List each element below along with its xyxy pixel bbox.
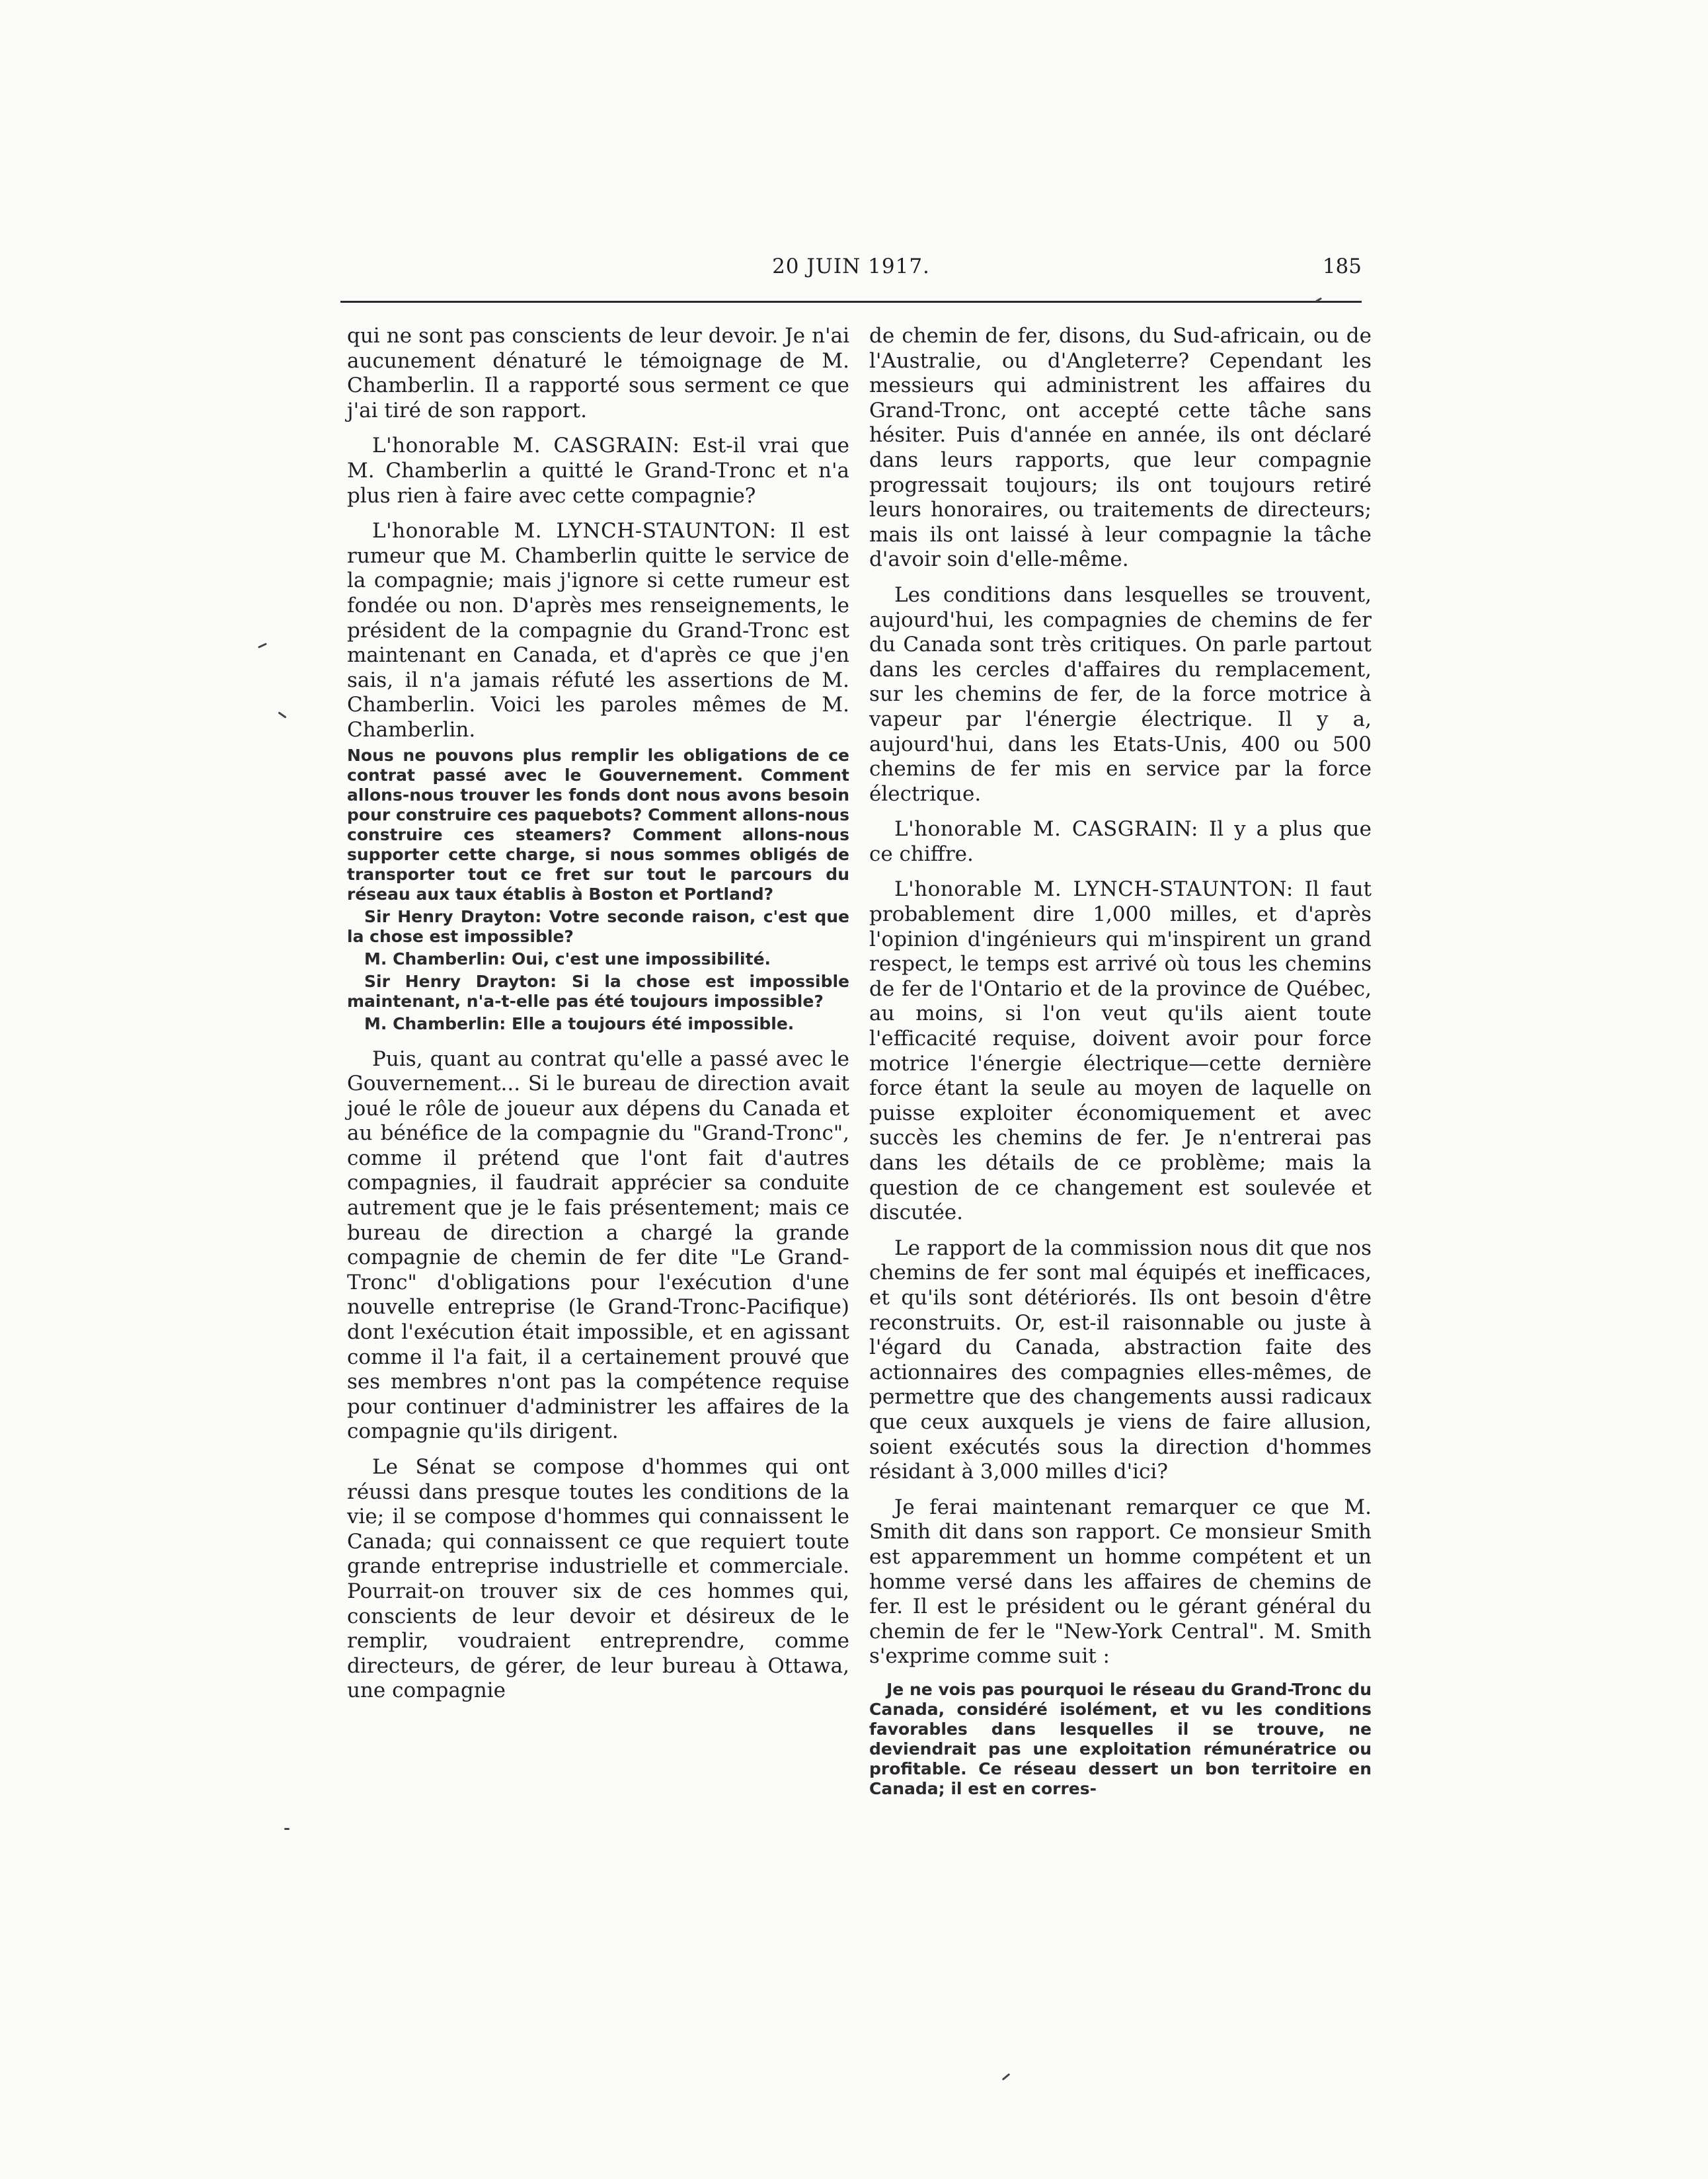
paragraph: qui ne sont pas conscients de leur devoir. Je n'ai aucunement dénaturé le témoignage de M. Chamberlin. Il a rapporté sous serment ce que j'ai tiré de son rapport.: [347, 324, 849, 422]
paragraph: de chemin de fer, disons, du Sud-africain, ou de l'Australie, ou d'Angleterre? Cependant les messieurs qui administrent les affaires du Grand-Tronc, ont accepté cette tâche sans hésiter. Puis d'année en année, ils ont déclaré dans leurs rapports, que leur compagnie progressait toujours; ils ont toujours retiré leurs honoraires, ou traitements de directeurs; mais ils ont laissé à leur compagnie la tâche d'avoir soin d'elle-même.: [869, 324, 1372, 572]
scan-mark: [1002, 2073, 1011, 2080]
quotation: Je ne vois pas pourquoi le réseau du Grand-Tronc du Canada, considéré isolément, et vu les conditions favorables dans lesquelles il se trouve, ne deviendrait pas une exploitation rémunératrice ou profitable. Ce réseau dessert un bon territoire en Canada; il est en corres-: [869, 1679, 1372, 1798]
speaker-name: L'honorable M. LYNCH-STAUNTON:: [894, 877, 1294, 902]
speech-text: Est-il vrai que M. Chamberlin a quitté le Grand-Tronc et n'a plus rien à faire avec cette compagnie?: [347, 434, 850, 508]
paragraph: Puis, quant au contrat qu'elle a passé avec le Gouvernement... Si le bureau de direction avait joué le rôle de joueur aux dépens du Canada et au bénéfice de la compagnie du "Grand-Tronc", comme il prétend que l'ont fait d'autres compagnies, il faudrait apprécier sa conduite autrement que je le fais présentement; mais ce bureau de direction a chargé la grande compagnie de chemin de fer dite "Le Grand-Tronc" d'obligations pour l'exécution d'une nouvelle entreprise (le Grand-Tronc-Pacifique) dont l'exécution était impossible, et en agissant comme il l'a fait, il a certainement prouvé que ses membres n'ont pas la compétence requise pour continuer d'administrer les affaires de la compagnie qu'ils dirigent.: [347, 1047, 849, 1444]
quotation: Sir Henry Drayton: Si la chose est impossible maintenant, n'a-t-elle pas été toujours impossible?: [347, 971, 849, 1011]
speech-text: Il est rumeur que M. Chamberlin quitte le service de la compagnie; mais j'ignore si cette rumeur est fondée ou non. D'après mes renseignements, le président de la compagnie du Grand-Tronc est maintenant en Canada, et d'après ce que j'en sais, il n'a jamais réfuté les assertions de M. Chamberlin. Voici les paroles mêmes de M. Chamberlin.: [347, 519, 849, 742]
paragraph: Le Sénat se compose d'hommes qui ont réussi dans presque toutes les conditions de la vie; il se compose d'hommes qui connaissent le Canada; qui connaissent ce que requiert toute grande entreprise industrielle et commerciale. Pourrait-on trouver six de ces hommes qui, conscients de leur devoir et désireux de le remplir, voudraient entreprendre, comme directeurs, de gérer, de leur bureau à Ottawa, une compagnie: [347, 1455, 849, 1703]
right-column: [869, 324, 1372, 1802]
scan-mark: [258, 643, 267, 649]
quotation: M. Chamberlin: Oui, c'est une impossibilité.: [364, 949, 771, 969]
quotation: Sir Henry Drayton: Votre seconde raison, c'est que la chose est impossible?: [347, 906, 849, 946]
paragraph: [347, 519, 849, 742]
quotation: M. Chamberlin: Elle a toujours été impossible.: [364, 1013, 795, 1033]
paragraph: [869, 817, 1372, 867]
page-header: [340, 255, 1362, 288]
paragraph: Le rapport de la commission nous dit que nos chemins de fer sont mal équipés et inefficaces, et qu'ils sont détériorés. Ils ont besoin d'être reconstruits. Or, est-il raisonnable ou juste à l'égard du Canada, abstraction faite des actionnaires des compagnies elles-mêmes, de permettre que des changements aussi radicaux que ceux auxquels je viens de faire allusion, soient exécutés sous la direction d'hommes résidant à 3,000 milles d'ici?: [869, 1236, 1372, 1484]
speaker-name: L'honorable M. CASGRAIN:: [372, 434, 680, 458]
header-rule: [340, 301, 1362, 303]
speech-text: Il y a plus que ce chiffre.: [869, 817, 1372, 866]
quotation: Nous ne pouvons plus remplir les obligations de ce contrat passé avec le Gouvernement. Comment allons-nous trouver les fonds dont nous avons besoin pour construire ces paquebots? Comment allons-nous construire ces steamers? Comment allons-nous supporter cette charge, si nous sommes obligés de transporter tout ce fret sur tout le parcours du réseau aux taux établis à Boston et Portland?: [347, 745, 850, 904]
speech-text: Il faut probablement dire 1,000 milles, et d'après l'opinion d'ingénieurs qui m'inspirent un grand respect, le temps est arrivé où tous les chemins de fer de l'Ontario et de la province de Québec, au moins, si l'on veut qu'ils aient toute l'efficacité requise, doivent avoir pour force motrice l'énergie électrique—cette dernière force étant la seule au moyen de laquelle on puisse exploiter économiquement et avec succès les chemins de fer. Je n'entrerai pas dans les détails de ce problème; mais la question de ce changement est soulevée et discutée.: [869, 877, 1372, 1225]
speaker-name: L'honorable M. LYNCH-STAUNTON:: [372, 519, 777, 543]
page-number: 185: [1322, 255, 1362, 278]
scan-mark: [278, 711, 286, 718]
scan-mark: [284, 1828, 290, 1830]
paragraph: Je ferai maintenant remarquer ce que M. Smith dit dans son rapport. Ce monsieur Smith est apparemment un homme compétent et un homme versé dans les affaires de chemins de fer. Il est le président ou le gérant général du chemin de fer le "New-York Central". M. Smith s'exprime comme suit :: [869, 1495, 1372, 1669]
header-date: 20 JUIN 1917.: [772, 255, 930, 278]
paragraph: Les conditions dans lesquelles se trouvent, aujourd'hui, les compagnies de chemins de fer du Canada sont très critiques. On parle partout dans les cercles d'affaires du remplacement, sur les chemins de fer, de la force motrice à vapeur par l'énergie électrique. Il y a, aujourd'hui, dans les Etats-Unis, 400 ou 500 chemins de fer mis en service par la force électrique.: [869, 582, 1372, 806]
speaker-name: L'honorable M. CASGRAIN:: [894, 817, 1198, 842]
left-column: [347, 324, 849, 1714]
paragraph: [347, 434, 849, 508]
paragraph: [869, 877, 1372, 1225]
